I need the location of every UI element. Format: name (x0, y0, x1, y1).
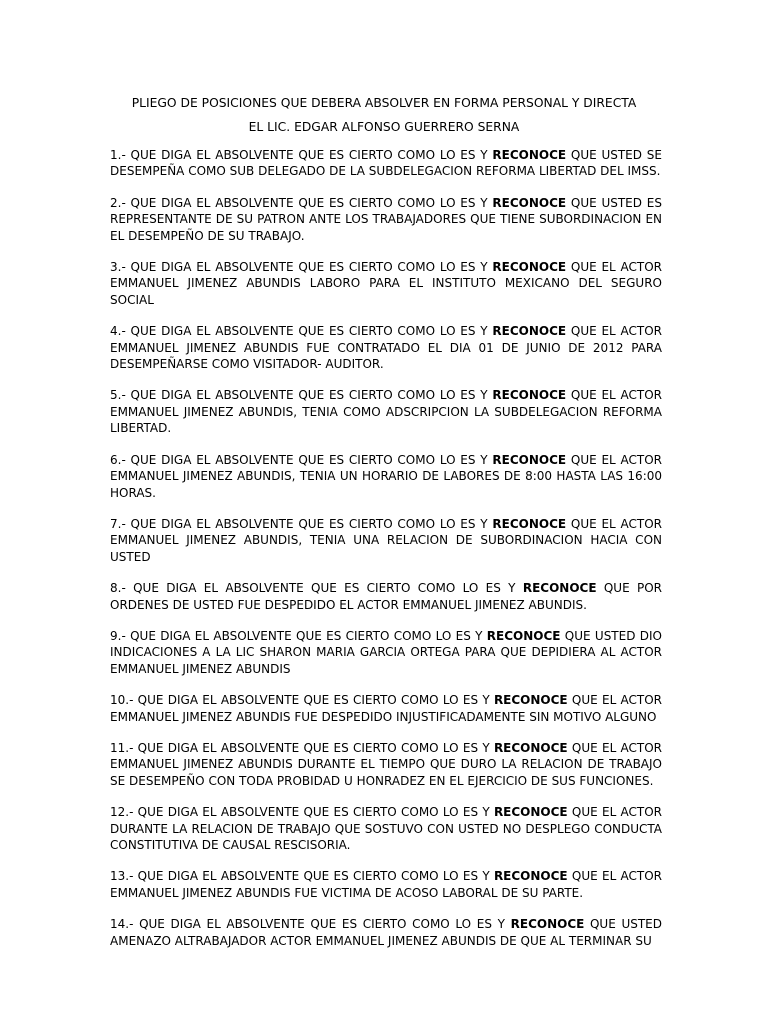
item-text: QUE USTED DIO INDICACIONES A LA LIC SHARON MARIA GARCIA ORTEGA PARA QUE DEPIDIERA AL ACTOR EMMANUEL JIMENEZ ABUNDIS (110, 628, 662, 676)
position-item-11 (110, 740, 662, 789)
position-item-5 (110, 387, 662, 436)
item-text: QUE USTED AMENAZO ALTRABAJADOR ACTOR EMMANUEL JIMENEZ ABUNDIS DE QUE AL TERMINAR SU (110, 917, 663, 948)
item-keyword: RECONOCE (493, 805, 568, 820)
position-item-6 (110, 452, 662, 501)
item-keyword: RECONOCE (492, 516, 567, 531)
position-item-2 (110, 195, 662, 244)
item-keyword: RECONOCE (492, 195, 567, 210)
position-item-8 (110, 580, 662, 613)
item-keyword: RECONOCE (493, 869, 568, 884)
item-text: 8.- QUE DIGA EL ABSOLVENTE QUE ES CIERTO COMO LO ES Y (110, 581, 523, 596)
document-title: PLIEGO DE POSICIONES QUE DEBERA ABSOLVER EN FORMA PERSONAL Y DIRECTA (131, 96, 637, 110)
item-keyword: RECONOCE (486, 628, 561, 643)
position-item-4 (110, 323, 662, 372)
item-text: 13.- QUE DIGA EL ABSOLVENTE QUE ES CIERTO COMO LO ES Y (110, 869, 494, 884)
position-item-10 (110, 692, 662, 725)
item-text: QUE EL ACTOR EMMANUEL JIMENEZ ABUNDIS FUE CONTRATADO EL DIA 01 DE JUNIO DE 2012 PARA DESEMPEÑARSE COMO VISITADOR- AUDITOR. (110, 324, 662, 372)
position-item-7 (110, 516, 662, 565)
item-text: QUE EL ACTOR EMMANUEL JIMENEZ ABUNDIS, TENIA UNA RELACION DE SUBORDINACION HACIA CON USTED (110, 516, 662, 564)
item-text: 4.- QUE DIGA EL ABSOLVENTE QUE ES CIERTO COMO LO ES Y (110, 324, 493, 339)
item-text: 9.- QUE DIGA EL ABSOLVENTE QUE ES CIERTO COMO LO ES Y (110, 628, 487, 643)
item-text: QUE EL ACTOR DURANTE LA RELACION DE TRABAJO QUE SOSTUVO CON USTED NO DESPLEGO CONDUCTA CONSTITUTIVA DE CAUSAL RESCISORIA. (110, 805, 663, 852)
item-text: QUE EL ACTOR EMMANUEL JIMENEZ ABUNDIS, TENIA COMO ADSCRIPCION LA SUBDELEGACION REFORMA LIBERTAD. (110, 388, 662, 436)
item-keyword: RECONOCE (493, 740, 568, 755)
item-text: 2.- QUE DIGA EL ABSOLVENTE QUE ES CIERTO COMO LO ES Y (110, 195, 493, 210)
item-text: QUE USTED ES REPRESENTANTE DE SU PATRON ANTE LOS TRABAJADORES QUE TIENE SUBORDINACION EN EL DESEMPEÑO DE SU TRABAJO. (110, 195, 662, 243)
item-keyword: RECONOCE (510, 917, 585, 932)
item-text: 3.- QUE DIGA EL ABSOLVENTE QUE ES CIERTO COMO LO ES Y (110, 260, 493, 275)
document-subtitle: EL LIC. EDGAR ALFONSO GUERRERO SERNA (248, 120, 520, 134)
item-text: QUE POR ORDENES DE USTED FUE DESPEDIDO EL ACTOR EMMANUEL JIMENEZ ABUNDIS. (110, 581, 662, 612)
item-text: 10.- QUE DIGA EL ABSOLVENTE QUE ES CIERTO COMO LO ES Y (110, 693, 494, 708)
item-keyword: RECONOCE (522, 581, 597, 596)
item-text: 11.- QUE DIGA EL ABSOLVENTE QUE ES CIERTO COMO LO ES Y (110, 740, 494, 755)
item-text: 5.- QUE DIGA EL ABSOLVENTE QUE ES CIERTO COMO LO ES Y (110, 388, 493, 403)
item-text: QUE EL ACTOR EMMANUEL JIMENEZ ABUNDIS DURANTE EL TIEMPO QUE DURO LA RELACION DE TRABAJO SE DESEMPEÑO CON TODA PROBIDAD U HONRADEZ EN EL EJERCICIO DE SUS FUNCIONES. (110, 740, 663, 788)
item-text: QUE USTED SE DESEMPEÑA COMO SUB DELEGADO DE LA SUBDELEGACION REFORMA LIBERTAD DEL IMSS. (110, 148, 662, 179)
item-text: QUE EL ACTOR EMMANUEL JIMENEZ ABUNDIS, TENIA UN HORARIO DE LABORES DE 8:00 HASTA LAS 16:00 HORAS. (110, 452, 662, 500)
position-item-13 (110, 868, 662, 901)
item-text: QUE EL ACTOR EMMANUEL JIMENEZ ABUNDIS FUE DESPEDIDO INJUSTIFICADAMENTE SIN MOTIVO ALGUNO (110, 693, 663, 724)
position-item-9 (110, 628, 662, 677)
position-item-1 (110, 147, 662, 180)
position-item-12 (110, 804, 662, 853)
document-body (110, 147, 662, 964)
item-text: 6.- QUE DIGA EL ABSOLVENTE QUE ES CIERTO COMO LO ES Y (110, 452, 493, 467)
item-text: 7.- QUE DIGA EL ABSOLVENTE QUE ES CIERTO COMO LO ES Y (110, 516, 493, 531)
position-item-14 (110, 916, 662, 949)
item-keyword: RECONOCE (492, 452, 567, 467)
item-text: 14.- QUE DIGA EL ABSOLVENTE QUE ES CIERTO COMO LO ES Y (110, 917, 511, 932)
item-text: 12.- QUE DIGA EL ABSOLVENTE QUE ES CIERTO COMO LO ES Y (110, 805, 494, 820)
item-text: QUE EL ACTOR EMMANUEL JIMENEZ ABUNDIS FUE VICTIMA DE ACOSO LABORAL DE SU PARTE. (110, 869, 663, 900)
item-keyword: RECONOCE (492, 388, 567, 403)
item-keyword: RECONOCE (492, 260, 567, 275)
item-text: 1.- QUE DIGA EL ABSOLVENTE QUE ES CIERTO COMO LO ES Y (110, 148, 493, 162)
item-text: QUE EL ACTOR EMMANUEL JIMENEZ ABUNDIS LABORO PARA EL INSTITUTO MEXICANO DEL SEGURO SOCIAL (110, 260, 662, 307)
position-item-3 (110, 259, 662, 308)
item-keyword: RECONOCE (492, 148, 567, 162)
item-keyword: RECONOCE (492, 324, 567, 339)
item-keyword: RECONOCE (493, 693, 568, 708)
